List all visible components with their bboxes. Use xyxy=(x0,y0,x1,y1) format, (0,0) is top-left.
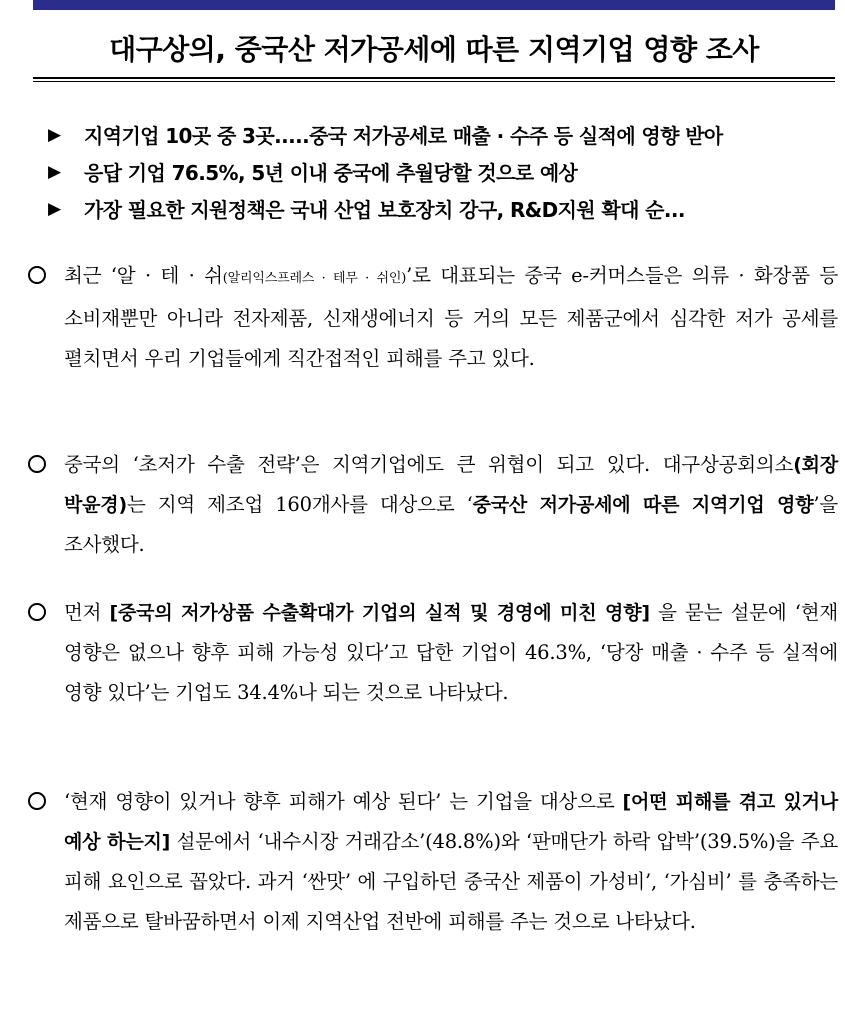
paragraph-3 xyxy=(28,593,838,713)
header-color-bar xyxy=(33,0,835,10)
circle-bullet-icon xyxy=(28,455,46,473)
summary-text: 응답 기업 76.5%, 5년 이내 중국에 추월당할 것으로 예상 xyxy=(84,161,578,185)
circle-bullet-icon xyxy=(28,792,46,810)
text-run: 는 지역 제조업 160개사를 대상으로 ‘ xyxy=(126,493,473,516)
triangle-bullet-icon: ▶ xyxy=(48,124,61,145)
text-run: ‘현재 영향이 있거나 향후 피해가 예상 된다’ 는 기업을 대상으로 xyxy=(64,790,623,813)
text-run: 먼저 xyxy=(64,601,110,624)
document-title: 대구상의, 중국산 저가공세에 따른 지역기업 영향 조사 xyxy=(109,33,759,66)
title-underline xyxy=(33,77,835,82)
text-run-small: (알리익스프레스 · 테무 · 쉬인) xyxy=(222,271,407,286)
summary-list xyxy=(48,116,838,227)
summary-item xyxy=(48,116,838,153)
circle-bullet-icon xyxy=(28,603,46,621)
text-run: ’을 조사했다. xyxy=(64,493,838,556)
circle-bullet-icon xyxy=(28,266,46,284)
text-run-bold: 중국산 저가공세에 따른 지역기업 영향 xyxy=(472,494,814,516)
triangle-bullet-icon: ▶ xyxy=(48,161,61,182)
paragraph-body xyxy=(64,256,838,379)
summary-text: 가장 필요한 지원정책은 국내 산업 보호장치 강구, R&D지원 확대 순... xyxy=(84,198,685,222)
paragraph-4 xyxy=(28,782,838,942)
text-run-bold: [어떤 피해를 겪고 있거나 예상 하는지] xyxy=(64,791,838,853)
triangle-bullet-icon: ▶ xyxy=(48,198,61,219)
paragraph-body xyxy=(64,593,838,713)
text-run: ’로 대표되는 중국 e-커머스들은 의류 · 화장품 등 소비재뿐만 아니라 전자제품, 신재생에너지 등 거의 모든 제품군에서 심각한 저가 공세를 펼치면서 우리 기업들에게 직간접적인 피해를 주고 있다. xyxy=(64,264,838,370)
summary-text: 지역기업 10곳 중 3곳.....중국 저가공세로 매출 · 수주 등 실적에 영향 받아 xyxy=(84,124,723,148)
text-run-bold: (회장 박윤경) xyxy=(64,454,838,516)
text-run-bold: [중국의 저가상품 수출확대가 기업의 실적 및 경영에 미친 영향] xyxy=(109,602,650,624)
paragraph-2 xyxy=(28,445,838,565)
paragraph-body xyxy=(64,782,838,942)
summary-item xyxy=(48,190,838,227)
summary-item xyxy=(48,153,838,190)
text-run: 설문에서 ‘내수시장 거래감소’(48.8%)와 ‘판매단가 하락 압박’(39.5%)을 주요 피해 요인으로 꼽았다. 과거 ‘싼맛’ 에 구입하던 중국산 제품이 가성비’, ‘가심비’ 를 충족하는 제품으로 탈바꿈하면서 이제 지역산업 전반에 피해를 주는 것으로 나타났다. xyxy=(64,830,839,933)
text-run: 을 묻는 설문에 ‘현재 영향은 없으나 향후 피해 가능성 있다’고 답한 기업이 46.3%, ‘당장 매출 · 수주 등 실적에 영향 있다’는 기업도 34.4%나 되는 것으로 나타났다. xyxy=(64,601,838,704)
paragraph-body xyxy=(64,445,838,565)
text-run: 중국의 ‘초저가 수출 전략’은 지역기업에도 큰 위협이 되고 있다. 대구상공회의소 xyxy=(64,453,794,476)
text-run: 최근 ‘알 · 테 · 쉬 xyxy=(64,264,223,287)
paragraph-1 xyxy=(28,256,838,379)
